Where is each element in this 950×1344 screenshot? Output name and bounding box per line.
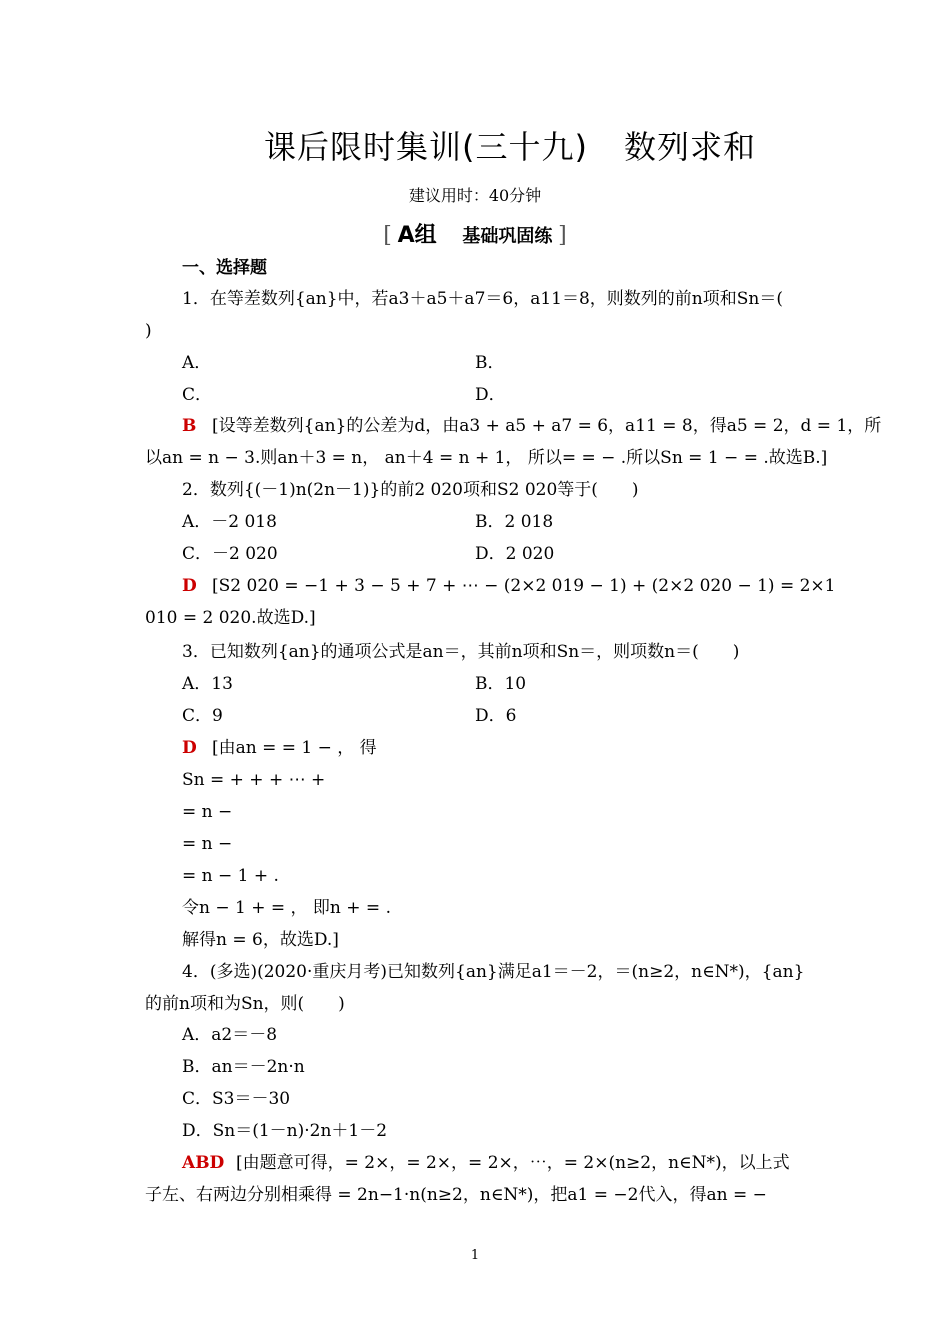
- q2-answer: D: [182, 576, 197, 596]
- q4-option-c: C．S3＝－30: [182, 1089, 291, 1109]
- q4-option-d: D．Sn＝(1－n)·2n＋1－2: [182, 1121, 388, 1141]
- title-topic: 数列求和: [623, 128, 756, 166]
- q4-option-b: B．an＝－2n·n: [182, 1057, 305, 1077]
- q4-stem-cont: 的前n项和为Sn，则( ): [145, 994, 345, 1014]
- group-heading: [ A组 基础巩固练 ]: [383, 223, 567, 248]
- q3-solution-6: 令n − 1 + = ， 即n + = .: [182, 898, 391, 918]
- q4-solution-1: [由题意可得，= 2×，= 2×，= 2×，⋯，= 2×(n≥2，n∈N*)，以上式: [236, 1153, 790, 1173]
- q2-option-c: C．－2 020: [182, 544, 278, 564]
- q4-solution-2: 子左、右两边分别相乘得 = 2n−1·n(n≥2，n∈N*)，把a1 = −2代入，得an = −: [145, 1185, 767, 1205]
- q1-option-c: C．: [182, 385, 213, 405]
- q3-solution-5: = n − 1 + .: [182, 866, 279, 886]
- q1-option-b: B．: [475, 353, 505, 373]
- q3-option-b: B．10: [475, 674, 527, 694]
- q3-solution-2: Sn = + + + ⋯ +: [182, 770, 326, 790]
- q3-solution-7: 解得n = 6，故选D.]: [182, 930, 339, 950]
- group-letter: A组: [397, 223, 437, 248]
- suggested-time: 建议用时：40分钟: [408, 186, 542, 205]
- q3-solution-1: [由an = = 1 − ， 得: [212, 738, 377, 758]
- title-main: 课后限时集训(三十九): [264, 128, 588, 166]
- q3-stem: 3．已知数列{an}的通项公式是an＝，其前n项和Sn＝，则项数n＝( ): [182, 642, 740, 662]
- q2-stem: 2．数列{(－1)n(2n－1)}的前2 020项和S2 020等于( ): [182, 480, 639, 500]
- q1-option-d: D．: [475, 385, 506, 405]
- q3-answer: D: [182, 738, 197, 758]
- q1-stem: 1．在等差数列{an}中，若a3＋a5＋a7＝6，a11＝8，则数列的前n项和Sn＝(: [182, 289, 783, 309]
- q4-answer: ABD: [182, 1153, 225, 1173]
- q3-option-c: C．9: [182, 706, 223, 726]
- group-name: 基础巩固练: [462, 226, 553, 247]
- q1-solution-1: [设等差数列{an}的公差为d，由a3 + a5 + a7 = 6，a11 = 8，得a5 = 2，d = 1，所: [212, 416, 882, 436]
- q2-option-b: B．2 018: [475, 512, 554, 532]
- q4-stem: 4．(多选)(2020·重庆月考)已知数列{an}满足a1＝－2，＝(n≥2，n∈N*)，{an}: [182, 962, 805, 982]
- section-heading: 一、选择题: [182, 258, 267, 278]
- q3-option-d: D．6: [475, 706, 517, 726]
- q2-option-a: A．－2 018: [182, 512, 277, 532]
- q2-solution-1: [S2 020 = −1 + 3 − 5 + 7 + ⋯ − (2×2 019 − 1) + (2×2 020 − 1) = 2×1: [212, 576, 836, 596]
- q4-option-a: A．a2＝－8: [182, 1025, 278, 1045]
- q3-solution-3: = n −: [182, 802, 233, 822]
- page-title: [0, 122, 950, 168]
- q2-option-d: D．2 020: [475, 544, 555, 564]
- q1-option-a: A．: [182, 353, 212, 373]
- q2-solution-2: 010 = 2 020.故选D.]: [145, 608, 316, 628]
- q1-solution-2: 以an = n − 3.则an＋3 = n， an＋4 = n + 1， 所以= = − .所以Sn = 1 − = .故选B.]: [145, 448, 828, 468]
- q1-answer: B: [182, 416, 197, 436]
- page-number: 1: [470, 1248, 480, 1263]
- q1-stem-cont: ): [145, 321, 152, 341]
- q3-option-a: A．13: [182, 674, 233, 694]
- q3-solution-4: = n −: [182, 834, 233, 854]
